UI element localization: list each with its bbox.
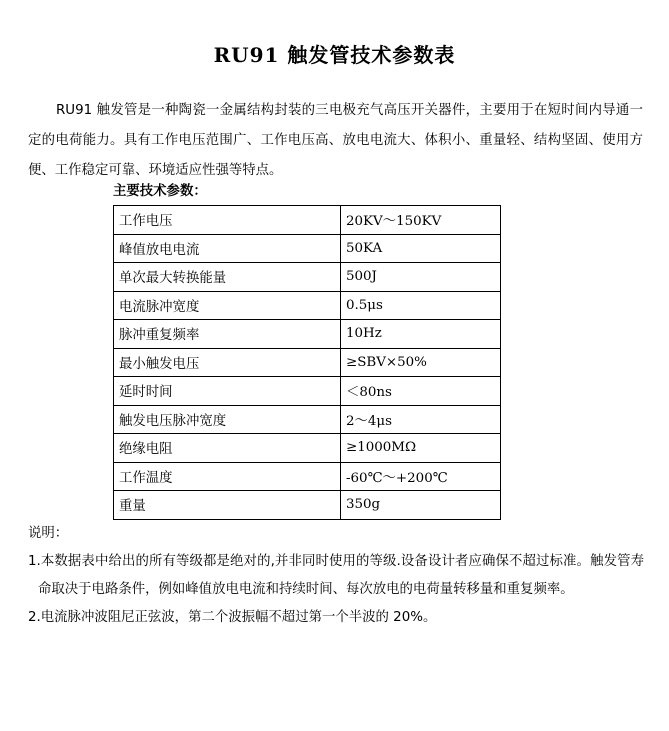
table-row xyxy=(114,462,501,491)
parameter-name: 峰值放电电流 xyxy=(114,234,341,263)
parameter-name: 工作温度 xyxy=(114,462,341,491)
parameters-heading: 主要技术参数： xyxy=(113,184,207,199)
parameter-value: 2～4μs xyxy=(341,405,501,434)
parameter-value: 50KA xyxy=(341,234,501,263)
parameter-value: ≥SBV×50% xyxy=(341,348,501,377)
parameter-name: 单次最大转换能量 xyxy=(114,263,341,292)
parameter-value: -60℃～+200℃ xyxy=(341,462,501,491)
parameter-name: 最小触发电压 xyxy=(114,348,341,377)
table-row xyxy=(114,434,501,463)
notes-list xyxy=(28,548,644,632)
table-row xyxy=(114,320,501,349)
parameter-value: 350g xyxy=(341,491,501,520)
parameter-name: 电流脉冲宽度 xyxy=(114,291,341,320)
parameter-value: 500J xyxy=(341,263,501,292)
table-row xyxy=(114,405,501,434)
note-item: 2.电流脉冲波阻尼正弦波，第二个波振幅不超过第一个半波的 20%。 xyxy=(28,610,437,625)
parameter-value: 20KV～150KV xyxy=(341,206,501,235)
note-item: 1.本数据表中给出的所有等级都是绝对的,并非同时使用的等级.设备设计者应确保不超过标准。触发管寿命取决于电路条件，例如峰值放电电流和持续时间、每次放电的电荷量转移量和重复频率。 xyxy=(28,554,644,597)
table-row xyxy=(114,348,501,377)
parameter-value: 10Hz xyxy=(341,320,501,349)
table-row xyxy=(114,491,501,520)
document-title: RU91 触发管技术参数表 xyxy=(213,43,456,67)
table-row xyxy=(114,234,501,263)
parameter-name: 延时时间 xyxy=(114,377,341,406)
parameter-value: ＜80ns xyxy=(341,377,501,406)
parameter-name: 重量 xyxy=(114,491,341,520)
notes-heading: 说明： xyxy=(28,526,69,541)
parameter-value: ≥1000MΩ xyxy=(341,434,501,463)
table-row xyxy=(114,291,501,320)
parameters-table xyxy=(113,205,501,520)
table-row xyxy=(114,206,501,235)
parameter-name: 绝缘电阻 xyxy=(114,434,341,463)
table-row xyxy=(114,377,501,406)
intro-paragraph: RU91 触发管是一种陶瓷一金属结构封装的三电极充气高压开关器件，主要用于在短时间内导通一定的电荷能力。具有工作电压范围广、工作电压高、放电电流大、体积小、重量轻、结构坚固、使用方便、工作稳定可靠、环境适应性强等特点。 xyxy=(28,103,643,178)
table-row xyxy=(114,263,501,292)
parameter-name: 脉冲重复频率 xyxy=(114,320,341,349)
parameter-value: 0.5μs xyxy=(341,291,501,320)
parameter-name: 工作电压 xyxy=(114,206,341,235)
parameter-name: 触发电压脉冲宽度 xyxy=(114,405,341,434)
